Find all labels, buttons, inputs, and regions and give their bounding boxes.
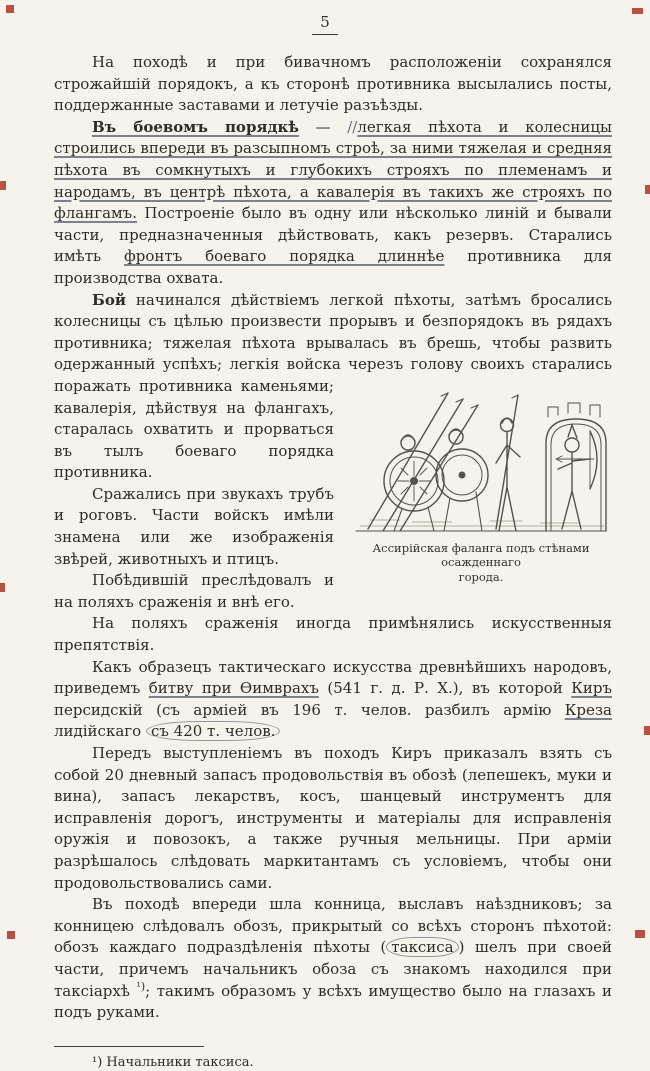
text-segment: Построеніе было въ одну или нѣсколько линій и бывали части, предназначенныя дѣйствовать, какъ резервъ. Старались имѣть xyxy=(54,204,612,266)
scan-mark xyxy=(6,5,14,13)
text-segment: ; такимъ образомъ у всѣхъ имущество было на глазахъ и подъ руками. xyxy=(54,981,612,1022)
paragraph-march-order xyxy=(54,52,612,117)
footnote-block xyxy=(54,1046,612,1071)
text-segment-circled: таксиса xyxy=(386,937,458,957)
text-segment: — xyxy=(298,117,348,136)
text-segment-underlined: Креза xyxy=(564,700,612,719)
scan-mark xyxy=(7,931,15,939)
scan-mark xyxy=(645,185,650,194)
scan-mark xyxy=(635,930,645,938)
text-segment: каменьями; кавалерія, дѣйствуя на флангахъ, старалась охватить и прорваться въ тылъ боеваго порядка противника. xyxy=(54,376,334,482)
text-segment: лидійскаго xyxy=(54,722,146,741)
scan-mark xyxy=(632,8,643,14)
figure-caption-line: города. xyxy=(458,569,504,584)
paragraph-obstacles xyxy=(54,613,612,656)
text-segment: Побѣдившій преслѣдовалъ и на поляхъ сраженія и внѣ его. xyxy=(54,571,334,611)
paragraph-march-column xyxy=(54,894,612,1024)
text-segment: персидскій (съ арміей въ 196 т. челов. разбилъ армію xyxy=(54,700,565,719)
text-segment-circled: съ 420 т. челов. xyxy=(146,721,281,741)
text-segment-underlined: легкая пѣхота и колесницы строились впереди въ разсыпномъ строѣ, за ними тяжелая и средняя пѣхота въ сомкнутыхъ и глубокихъ строяхъ по племенамъ и народамъ, въ центрѣ пѣхота, а кавалерія въ такихъ же строяхъ по флангамъ. xyxy=(54,117,612,223)
footnote-rule xyxy=(54,1046,204,1047)
text-segment-emphasis: Бой xyxy=(92,290,126,309)
footnote-reference: ¹) xyxy=(136,979,146,993)
text-segment: Въ походѣ впереди шла конница, выславъ наѣздниковъ; за конницею слѣдовалъ обозъ, прикрытый со всѣхъ сторонъ пѣхотой: обозъ каждаго подраздѣленія пѣхоты ( xyxy=(54,895,612,957)
page-header xyxy=(0,0,650,35)
text-segment: На поляхъ сраженія иногда примѣнялись искусственныя препятствія. xyxy=(54,614,612,655)
text-segment-underlined: битву при Ѳимврахъ xyxy=(148,679,319,698)
text-segment: Передъ выступленіемъ въ походъ Киръ приказалъ взять съ собой 20 дневный запасъ продовольствія въ обозѣ (лепешекъ, муки и вина), запасъ лекарствъ, косъ, шанцевый инструментъ для исправленія дорогъ, инструменты и матеріалы для исправленія оружія и повозокъ, а также ручныя мельницы. При арміи разрѣшалось слѣдовать маркитантамъ съ условіемъ, чтобы они продовольствовались сами. xyxy=(54,744,612,892)
text-segment: Сражались при звукахъ трубъ и роговъ. Части войскъ имѣли знамена или же изображенія звѣрей, животныхъ и птицъ. xyxy=(54,484,334,568)
text-segment-underlined: Киръ xyxy=(571,679,613,698)
page-number: 5 xyxy=(320,13,330,31)
figure-caption xyxy=(350,541,612,585)
text-segment: ) шелъ при своей части, причемъ начальникъ обоза съ знакомъ находился при таксіархѣ xyxy=(54,938,612,1000)
figure-caption-line: Ассирійская фаланга подъ стѣнами осажденнаго xyxy=(372,540,590,570)
assyrian-phalanx-illustration xyxy=(350,379,612,537)
scan-mark xyxy=(0,583,5,592)
scan-mark xyxy=(0,181,6,190)
pencil-insertion-mark: // xyxy=(347,117,358,136)
text-segment-emphasis: Въ боевомъ порядкѣ xyxy=(92,117,299,136)
text-segment: начинался дѣйствіемъ легкой пѣхоты, затѣмъ бросались колесницы съ цѣлью произвести прорывъ и безпорядокъ въ рядахъ противника; тяжелая пѣхота врывалась въ брешь, чтобы развить одержанный успѣхъ; легкія войска черезъ голову своихъ старались поражать противника xyxy=(54,290,612,395)
page-text-block xyxy=(0,35,650,1071)
text-segment: противника для производства охвата. xyxy=(54,247,612,287)
paragraph-cyrus-supplies xyxy=(54,743,612,894)
footnote-text: ¹) Начальники таксиса. xyxy=(92,1054,254,1070)
text-segment-underlined: фронтъ боеваго порядка длиннѣе xyxy=(124,247,445,266)
paragraph-thymbra-battle xyxy=(54,657,612,743)
paragraph-battle-order xyxy=(54,117,612,290)
text-segment: На походѣ и при бивачномъ расположеніи сохранялся строжайшій порядокъ, а къ сторонѣ противника высылались посты, поддержанные заставами и летучіе разъѣзды. xyxy=(54,53,612,115)
figure-engraving xyxy=(350,379,612,585)
text-segment: Какъ образецъ тактическаго искусства древнѣйшихъ народовъ, приведемъ xyxy=(54,657,612,698)
scan-mark xyxy=(644,726,650,735)
text-segment: (541 г. д. Р. Х.), въ которой xyxy=(318,679,572,698)
